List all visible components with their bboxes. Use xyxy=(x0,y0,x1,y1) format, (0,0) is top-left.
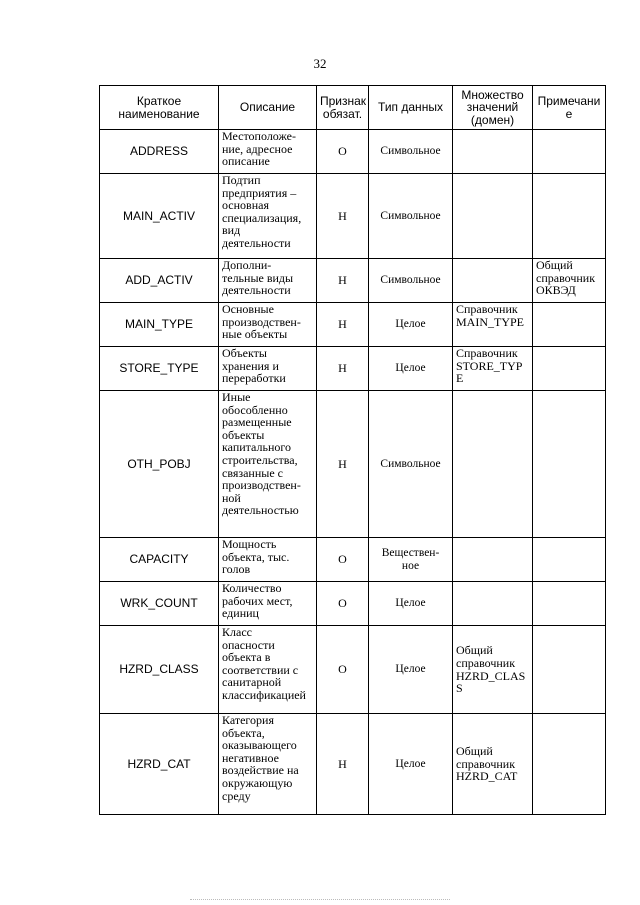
cell-domain xyxy=(453,626,533,714)
cell-line: санитарной xyxy=(222,675,282,690)
header-short-name xyxy=(100,86,219,130)
cell-required: О xyxy=(317,130,369,174)
cell-line: объекта в xyxy=(222,650,271,665)
cell-required: О xyxy=(317,538,369,582)
header-note xyxy=(533,86,606,130)
cell-line: Символьное xyxy=(380,457,441,470)
cell-line: HZRD_CAT xyxy=(456,769,518,784)
cell-line: негативное xyxy=(222,750,279,765)
cell-line: справочник xyxy=(456,756,516,771)
cell-short-name: MAIN_ACTIV xyxy=(100,174,219,259)
cell-line: хранения и xyxy=(222,358,279,373)
cell-line: Множество xyxy=(461,87,524,102)
cell-line: обязат. xyxy=(322,106,363,121)
cell-line: Количество xyxy=(222,581,282,595)
cell-line: Целое xyxy=(395,757,426,770)
cell-line: наименование xyxy=(118,106,200,121)
table-body xyxy=(100,86,606,815)
cell-short-name: HZRD_CAT xyxy=(100,714,219,815)
cell-line: голов xyxy=(222,562,251,577)
cell-line: Дополни- xyxy=(222,258,272,272)
cell-line: Местоположе- xyxy=(222,129,296,143)
cell-line: Класс xyxy=(222,625,252,639)
cell-line: Целое xyxy=(395,362,426,375)
cell-short-name: ADD_ACTIV xyxy=(100,259,219,303)
cell-data-type xyxy=(369,303,453,347)
cell-line: описание xyxy=(222,154,270,169)
cell-domain xyxy=(453,259,533,303)
cell-line: единиц xyxy=(222,606,259,621)
cell-data-type xyxy=(369,538,453,582)
table-row xyxy=(100,582,606,626)
cell-line: MAIN_TYPE xyxy=(456,314,524,329)
cell-description xyxy=(219,538,317,582)
cell-line: Общий xyxy=(456,744,493,759)
cell-line: специализация, xyxy=(222,210,302,225)
table-row xyxy=(100,174,606,259)
cell-note xyxy=(533,259,606,303)
cell-data-type xyxy=(369,626,453,714)
table-row xyxy=(100,303,606,347)
cell-line: воздействие на xyxy=(222,763,299,778)
cell-line: Иные xyxy=(222,390,251,404)
cell-line: Признак xyxy=(320,93,367,108)
cell-data-type xyxy=(369,714,453,815)
cell-note xyxy=(533,347,606,391)
cell-note xyxy=(533,582,606,626)
cell-short-name: HZRD_CLASS xyxy=(100,626,219,714)
cell-description xyxy=(219,174,317,259)
cell-short-name: OTH_POBJ xyxy=(100,391,219,538)
cell-line: объекта, xyxy=(222,725,265,740)
cell-line: производствен- xyxy=(222,314,301,329)
cell-line: объекта, тыс. xyxy=(222,549,290,564)
cell-description xyxy=(219,714,317,815)
cell-description xyxy=(219,259,317,303)
cell-line: Общий xyxy=(456,643,493,658)
cell-line: справочник xyxy=(536,270,596,285)
header-row xyxy=(100,86,606,130)
cell-line: S xyxy=(456,681,463,696)
cell-domain xyxy=(453,303,533,347)
cell-line: классификацией xyxy=(222,687,306,702)
cell-line: капитального xyxy=(222,440,291,455)
cell-description xyxy=(219,130,317,174)
cell-domain xyxy=(453,130,533,174)
cell-description xyxy=(219,303,317,347)
cell-line: Объекты xyxy=(222,346,267,360)
cell-line: ные объекты xyxy=(222,327,288,342)
cell-note xyxy=(533,391,606,538)
cell-line: Основные xyxy=(222,302,274,316)
cell-domain xyxy=(453,391,533,538)
cell-short-name: ADDRESS xyxy=(100,130,219,174)
cell-line: справочник xyxy=(456,655,516,670)
cell-line: E xyxy=(456,371,464,386)
cell-note xyxy=(533,303,606,347)
cell-description xyxy=(219,582,317,626)
cell-line: Справочник xyxy=(456,346,518,360)
cell-line: соответствии с xyxy=(222,662,299,677)
cell-description xyxy=(219,347,317,391)
scan-artifact xyxy=(190,899,450,902)
table-row xyxy=(100,538,606,582)
cell-line: Тип данных xyxy=(378,100,443,115)
page-number: 32 xyxy=(313,56,327,71)
header-data-type xyxy=(369,86,453,130)
cell-line: Целое xyxy=(395,663,426,676)
cell-short-name: STORE_TYPE xyxy=(100,347,219,391)
cell-data-type xyxy=(369,174,453,259)
cell-note xyxy=(533,626,606,714)
header-description xyxy=(219,86,317,130)
cell-line: Веществен- xyxy=(381,546,440,559)
cell-line: Символьное xyxy=(380,209,441,222)
cell-domain xyxy=(453,582,533,626)
cell-line: ОКВЭД xyxy=(536,283,576,298)
cell-domain xyxy=(453,538,533,582)
header-required xyxy=(317,86,369,130)
cell-line: HZRD_CLAS xyxy=(456,668,526,683)
cell-required: Н xyxy=(317,259,369,303)
cell-description xyxy=(219,626,317,714)
cell-short-name: WRK_COUNT xyxy=(100,582,219,626)
cell-line: предприятия – xyxy=(222,185,297,200)
cell-required: Н xyxy=(317,391,369,538)
cell-line: Символьное xyxy=(380,274,441,287)
table-row xyxy=(100,391,606,538)
cell-line: деятельности xyxy=(222,235,291,250)
cell-domain xyxy=(453,714,533,815)
cell-note xyxy=(533,538,606,582)
cell-data-type xyxy=(369,391,453,538)
cell-line: Подтип xyxy=(222,173,261,187)
cell-domain xyxy=(453,347,533,391)
cell-line: рабочих мест, xyxy=(222,593,293,608)
cell-line: Справочник xyxy=(456,302,518,316)
cell-line: размещенные xyxy=(222,415,292,430)
cell-line: объекты xyxy=(222,427,265,442)
cell-note xyxy=(533,174,606,259)
cell-line: ной xyxy=(222,490,241,505)
cell-required: Н xyxy=(317,714,369,815)
cell-note xyxy=(533,714,606,815)
cell-line: Целое xyxy=(395,318,426,331)
cell-line: Мощность xyxy=(222,537,277,551)
cell-data-type xyxy=(369,347,453,391)
cell-required: О xyxy=(317,626,369,714)
header-domain xyxy=(453,86,533,130)
cell-required: О xyxy=(317,582,369,626)
table-row xyxy=(100,347,606,391)
cell-line: значений xyxy=(466,100,519,115)
cell-line: Краткое xyxy=(136,93,182,108)
cell-line: вид xyxy=(222,223,241,238)
cell-line: ное xyxy=(401,559,420,572)
cell-line: ние, адресное xyxy=(222,141,293,156)
cell-short-name: CAPACITY xyxy=(100,538,219,582)
cell-line: STORE_TYP xyxy=(456,358,523,373)
cell-description xyxy=(219,391,317,538)
cell-line: Общий xyxy=(536,258,573,272)
attribute-table xyxy=(99,85,606,815)
cell-line: основная xyxy=(222,198,269,213)
cell-required: Н xyxy=(317,347,369,391)
cell-line: деятельностью xyxy=(222,503,299,518)
cell-line: Символьное xyxy=(380,145,441,158)
cell-line: (домен) xyxy=(470,112,515,127)
cell-line: переработки xyxy=(222,371,286,386)
cell-data-type xyxy=(369,259,453,303)
cell-line: опасности xyxy=(222,637,275,652)
cell-line: строительства, xyxy=(222,452,298,467)
cell-domain xyxy=(453,174,533,259)
table-row xyxy=(100,714,606,815)
cell-line: Описание xyxy=(239,100,296,115)
cell-line: тельные виды xyxy=(222,270,294,285)
cell-line: Примечани xyxy=(537,93,601,108)
cell-line: производствен- xyxy=(222,478,301,493)
cell-required: Н xyxy=(317,303,369,347)
cell-required: Н xyxy=(317,174,369,259)
cell-short-name: MAIN_TYPE xyxy=(100,303,219,347)
cell-line: Целое xyxy=(395,597,426,610)
table-row xyxy=(100,130,606,174)
cell-data-type xyxy=(369,582,453,626)
cell-line: обособленно xyxy=(222,402,288,417)
cell-line: деятельности xyxy=(222,283,291,298)
cell-line: оказывающего xyxy=(222,738,297,753)
cell-line: связанные с xyxy=(222,465,283,480)
cell-data-type xyxy=(369,130,453,174)
cell-line: Категория xyxy=(222,713,274,727)
cell-line: окружающую xyxy=(222,775,293,790)
table-row xyxy=(100,259,606,303)
cell-note xyxy=(533,130,606,174)
cell-line: среду xyxy=(222,788,251,803)
table-row xyxy=(100,626,606,714)
cell-line: е xyxy=(565,106,573,121)
